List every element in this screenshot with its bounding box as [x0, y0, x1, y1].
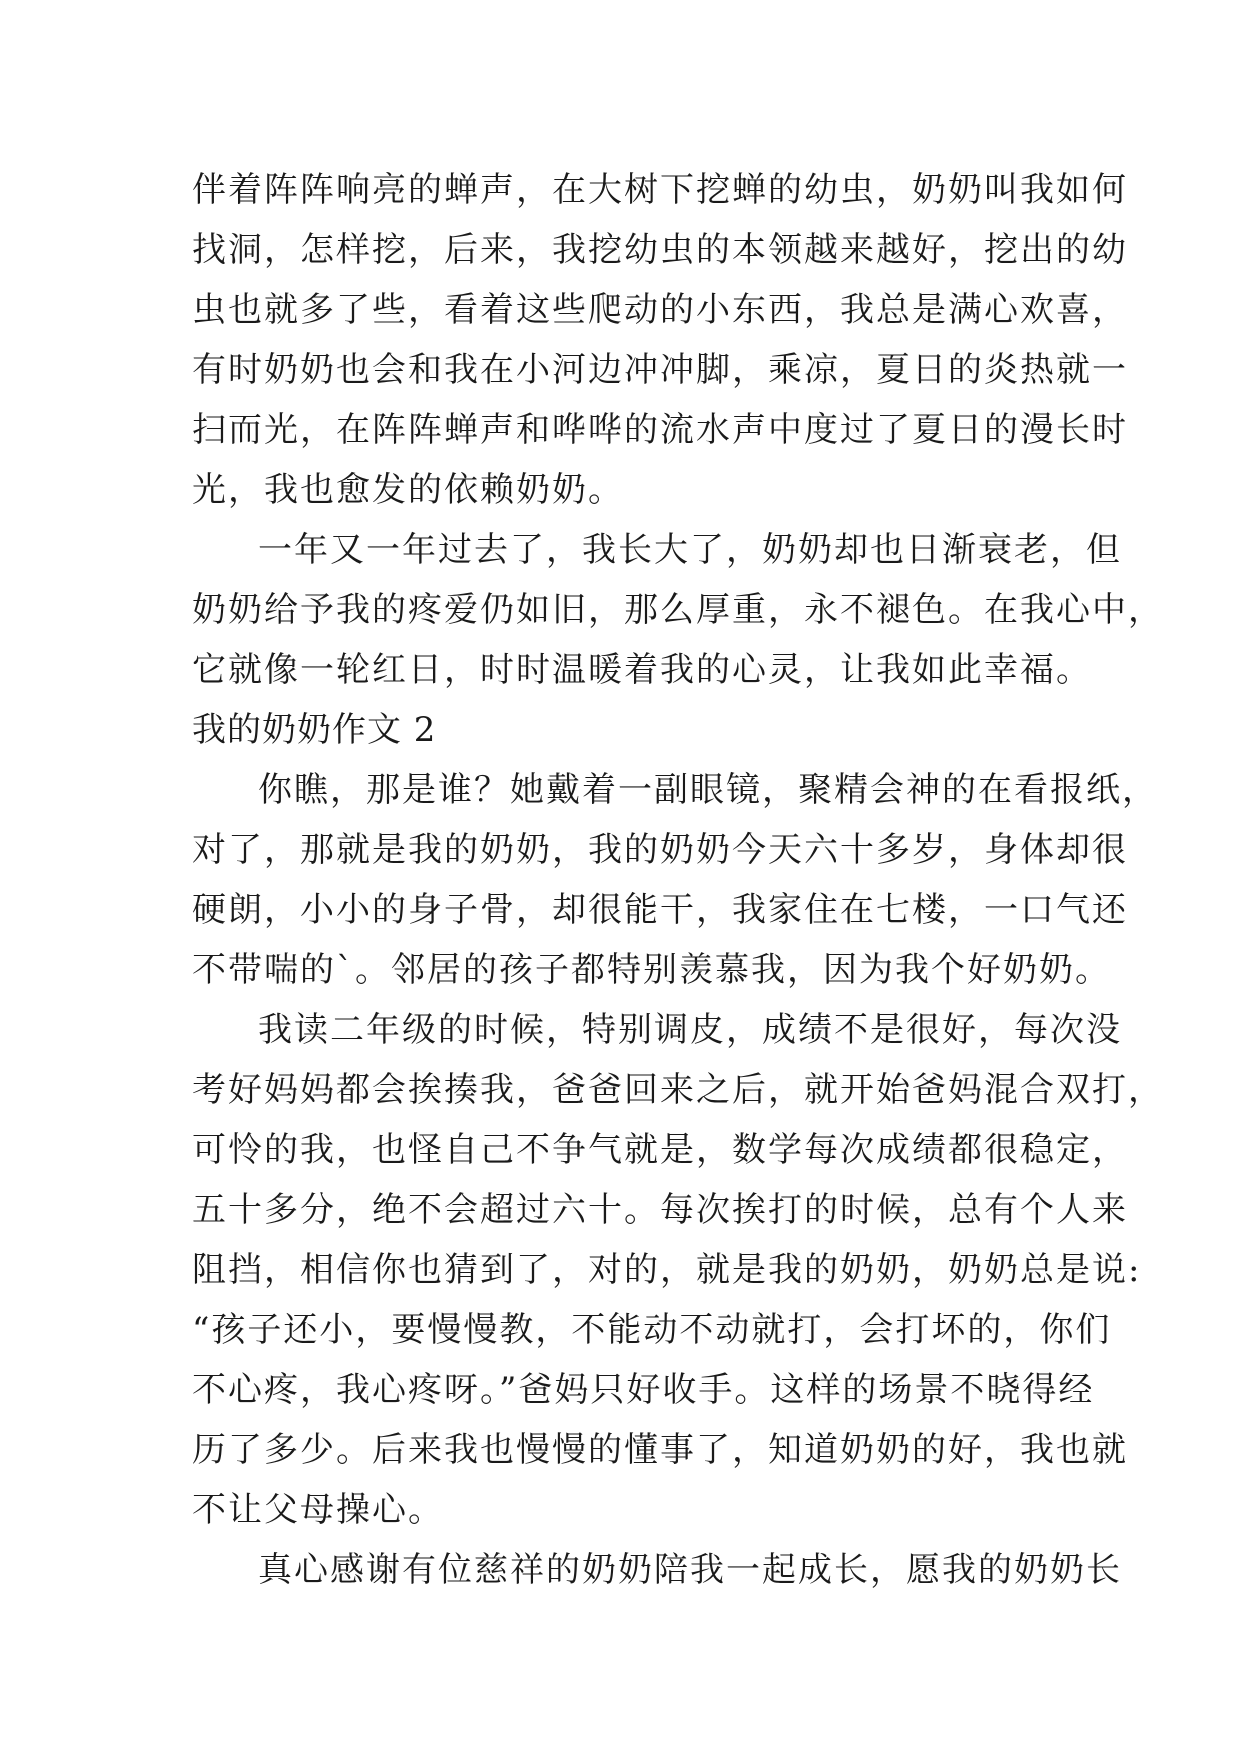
paragraph-line: 硬朗，小小的身子骨，却很能干，我家住在七楼，一口气还 — [192, 890, 1128, 930]
paragraph-line: 光，我也愈发的依赖奶奶。 — [192, 470, 624, 510]
paragraph-line: 不心疼，我心疼呀。”爸妈只好收手。这样的场景不晓得经 — [192, 1370, 1095, 1410]
document-body — [192, 160, 1164, 1600]
paragraph-line: 找洞，怎样挖，后来，我挖幼虫的本领越来越好，挖出的幼 — [192, 230, 1128, 270]
paragraph-line: 奶奶给予我的疼爱仍如旧，那么厚重，永不褪色。在我心中， — [192, 590, 1164, 630]
paragraph-line: 有时奶奶也会和我在小河边冲冲脚，乘凉，夏日的炎热就一 — [192, 350, 1128, 390]
paragraph-line: 历了多少。后来我也慢慢的懂事了，知道奶奶的好，我也就 — [192, 1430, 1128, 1470]
paragraph-line: 可怜的我，也怪自己不争气就是，数学每次成绩都很稳定， — [192, 1130, 1128, 1170]
paragraph-line: 伴着阵阵响亮的蝉声，在大树下挖蝉的幼虫，奶奶叫我如何 — [192, 170, 1128, 210]
paragraph-line: 不让父母操心。 — [192, 1490, 444, 1530]
paragraph-line: 虫也就多了些，看着这些爬动的小东西，我总是满心欢喜， — [192, 290, 1128, 330]
paragraph-line: 一年又一年过去了，我长大了，奶奶却也日渐衰老，但 — [258, 530, 1122, 570]
paragraph-line: 对了，那就是我的奶奶，我的奶奶今天六十多岁，身体却很 — [192, 830, 1128, 870]
paragraph-line: 我读二年级的时候，特别调皮，成绩不是很好，每次没 — [258, 1010, 1122, 1050]
paragraph-line: 阻挡，相信你也猜到了，对的，就是我的奶奶，奶奶总是说: — [192, 1250, 1142, 1290]
paragraph-line: 扫而光，在阵阵蝉声和哗哗的流水声中度过了夏日的漫长时 — [192, 410, 1128, 450]
paragraph-line: 你瞧，那是谁？她戴着一副眼镜，聚精会神的在看报纸， — [258, 770, 1158, 810]
paragraph-line: 考好妈妈都会挨揍我，爸爸回来之后，就开始爸妈混合双打， — [192, 1070, 1164, 1110]
section-heading: 我的奶奶作文 2 — [192, 710, 437, 750]
paragraph-line: 真心感谢有位慈祥的奶奶陪我一起成长，愿我的奶奶长 — [258, 1550, 1122, 1590]
paragraph-line: 五十多分，绝不会超过六十。每次挨打的时候，总有个人来 — [192, 1190, 1128, 1230]
paragraph-line: 不带喘的`。邻居的孩子都特别羡慕我，因为我个好奶奶。 — [192, 950, 1111, 990]
paragraph-line: 它就像一轮红日，时时温暖着我的心灵，让我如此幸福。 — [192, 650, 1092, 690]
paragraph-line: “孩子还小，要慢慢教，不能动不动就打，会打坏的，你们 — [192, 1310, 1112, 1350]
